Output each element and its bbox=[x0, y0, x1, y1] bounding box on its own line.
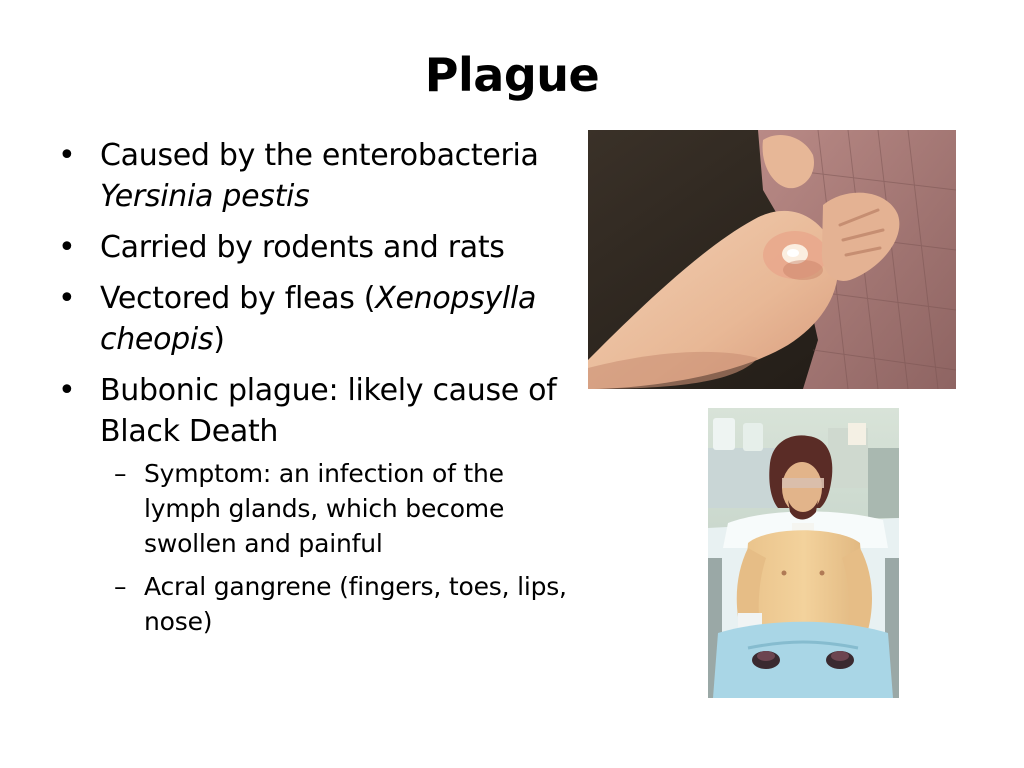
bullet-dot: • bbox=[58, 230, 76, 265]
bullet-item bbox=[58, 135, 578, 217]
bullet-list bbox=[58, 135, 578, 639]
sub-bullet-item bbox=[100, 569, 578, 639]
bullet-dot: • bbox=[58, 373, 76, 408]
photo-swollen-thigh-icon bbox=[588, 130, 956, 389]
sub-bullet-dash: – bbox=[114, 572, 127, 601]
sub-bullet-list bbox=[100, 456, 578, 639]
slide-title: Plague bbox=[424, 48, 600, 102]
bullet-dot: • bbox=[58, 138, 76, 173]
bullet-dot: • bbox=[58, 281, 76, 316]
bullet-item bbox=[58, 278, 578, 360]
bullet-text: Carried by rodents and rats bbox=[100, 230, 505, 265]
sub-bullet-text: Symptom: an infection of the lymph glands, which become swollen and painful bbox=[144, 459, 505, 558]
bullet-text: Caused by the enterobacteria Yersinia pestis bbox=[100, 138, 539, 214]
slide-body bbox=[58, 135, 578, 649]
swollen-thigh-photo bbox=[588, 130, 956, 389]
bullet-text: Bubonic plague: likely cause of Black Death bbox=[100, 373, 557, 449]
sub-bullet-dash: – bbox=[114, 459, 127, 488]
bullet-item bbox=[58, 227, 578, 268]
bullet-text: Vectored by fleas (Xenopsylla cheopis) bbox=[100, 281, 537, 357]
bullet-item bbox=[58, 370, 578, 639]
sub-bullet-text: Acral gangrene (fingers, toes, lips, nose) bbox=[144, 572, 567, 636]
patient-in-bed-photo bbox=[708, 408, 899, 698]
sub-bullet-item bbox=[100, 456, 578, 561]
photo-patient-in-bed-icon bbox=[708, 408, 899, 698]
